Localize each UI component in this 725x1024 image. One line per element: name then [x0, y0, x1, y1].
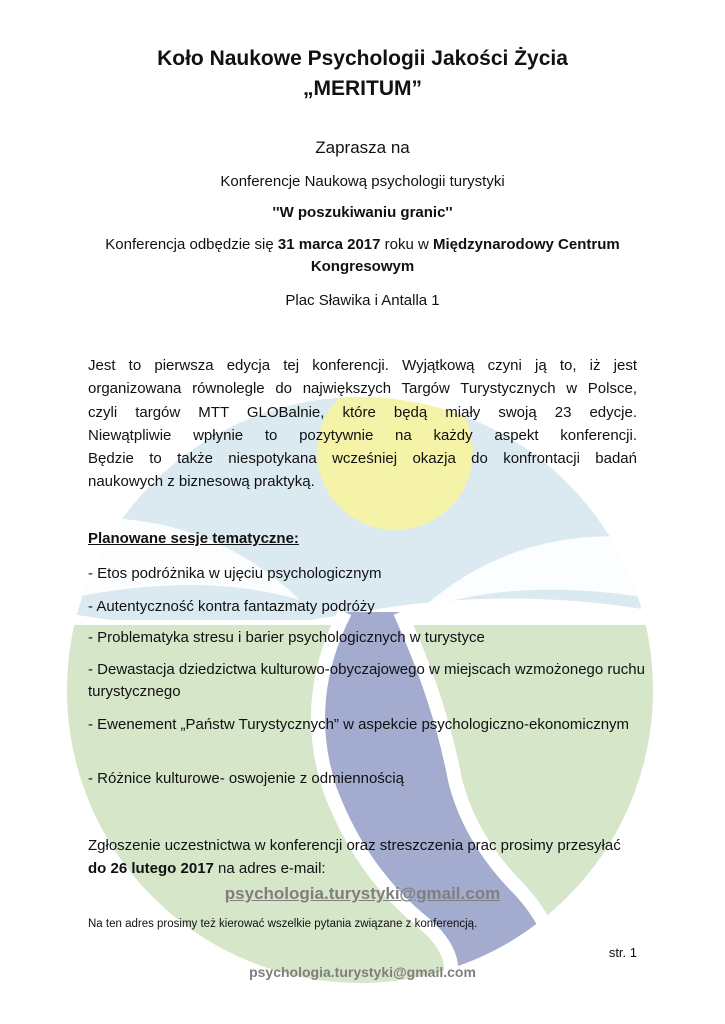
submission-lead: Zgłoszenie uczestnictwa w konferencji oraz streszczenia prac prosimy przesyłać — [88, 837, 621, 854]
org-acronym: „MERITUM” — [303, 77, 422, 100]
session-item: - Dewastacja dziedzictwa kulturowo-obyczajowego w miejscach wzmożonego ruchu turystycznego — [88, 661, 645, 700]
paragraph-line: Niewątpliwie wpłynie to pozytywnie na każdy aspekt konferencji. — [88, 426, 637, 444]
when-mid: roku w — [380, 236, 434, 253]
when-pre: Konferencja odbędzie się — [105, 236, 278, 253]
when-place: Międzynarodowy Centrum Kongresowym — [310, 236, 620, 275]
paragraph-line: Będzie to także niespotykana wcześniej okazja do konfrontacji badań — [88, 450, 637, 468]
when-date: 31 marca 2017 — [277, 236, 381, 253]
session-item: - Problematyka stresu i barier psychologicznych w turystyce — [88, 629, 485, 646]
conference-name: Konferencje Naukową psychologii turystyki — [220, 173, 505, 190]
submission-suffix: na adres e-mail: — [213, 860, 326, 877]
submission-text — [88, 834, 648, 880]
contact-email-link[interactable]: psychologia.turystyki@gmail.com — [224, 884, 501, 903]
conference-address: Plac Sławika i Antalla 1 — [285, 292, 440, 309]
paragraph-line: organizowana równolegle do największych Targów Turystycznych w Polsce, — [88, 380, 637, 398]
conference-when — [90, 234, 635, 278]
session-item: - Autentyczność kontra fantazmaty podróży — [88, 598, 375, 615]
session-item: - Ewenement „Państw Turystycznych” w aspekcie psychologiczno-ekonomicznym — [88, 716, 630, 733]
sessions-heading: Planowane sesje tematyczne: — [88, 530, 299, 547]
invite-heading: Zaprasza na — [315, 138, 410, 157]
session-item: - Różnice kulturowe- oswojenie z odmiennością — [88, 770, 404, 787]
session-item: - Etos podróżnika w ujęciu psychologicznym — [88, 565, 382, 582]
paragraph-line: Jest to pierwsza edycja tej konferencji. Wyjątkową czyni ją to, iż jest — [88, 357, 637, 374]
paragraph-line: naukowych z biznesową praktyką. — [88, 473, 315, 491]
questions-note: Na ten adres prosimy też kierować wszelkie pytania związane z konferencją. — [88, 918, 478, 930]
page-number: str. 1 — [608, 945, 637, 960]
paragraph-line: czyli targów MTT GLOBalnie, które będą miały swoją 23 edycje. — [88, 403, 637, 421]
org-name: Koło Naukowe Psychologii Jakości Życia — [157, 47, 568, 70]
conference-title: ''W poszukiwaniu granic'' — [272, 204, 453, 221]
footer-email: psychologia.turystyki@gmail.com — [249, 964, 476, 980]
intro-paragraph — [88, 354, 637, 494]
submission-deadline: do 26 lutego 2017 — [88, 860, 214, 877]
